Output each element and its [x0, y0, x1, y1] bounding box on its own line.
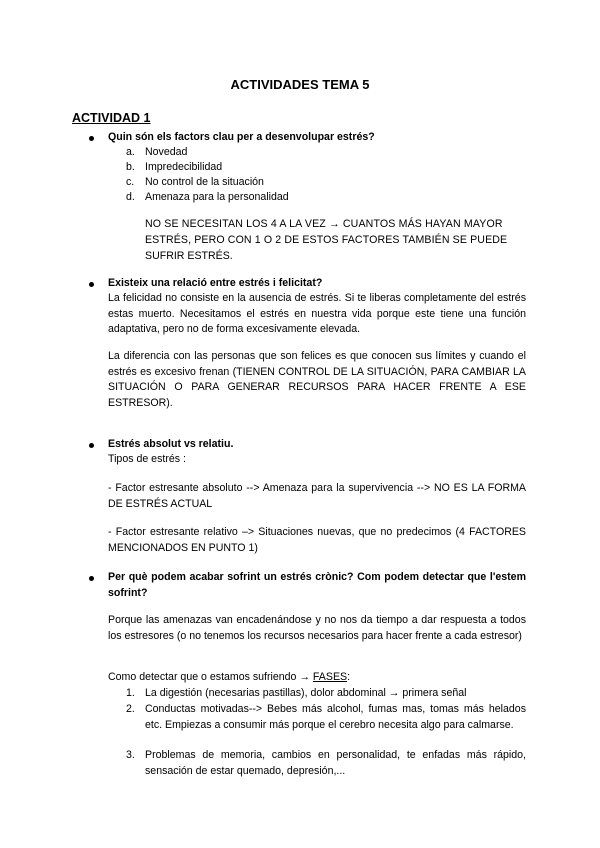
- paragraph: Porque las amenazas van encadenándose y no nos da tiempo a dar respuesta a todos los estresores (o no tenemos los recursos necesarios para hacer frente a cada estresor): [108, 614, 526, 642]
- paragraph: - Factor estresante relativo –> Situaciones nuevas, que no predecimos (4 FACTORES MENCIONADOS EN PUNTO 1): [108, 526, 526, 554]
- detect-suffix: :: [347, 671, 351, 683]
- list-marker: a.: [126, 146, 135, 158]
- paragraph: La felicidad no consiste en la ausencia de estrés. Si te liberas completamente del estrés estas muerto. Necesitamos el estrés en nuestra vida porque este tiene una función adaptativa, pero no de forma excesivamente elevada.: [108, 292, 526, 335]
- paragraph: Tipos de estrés :: [108, 453, 186, 465]
- list-item: Problemas de memoria, cambios en personalidad, te enfadas más rápido, sensación de estar quemado, depresión,...: [145, 749, 526, 777]
- detect-prefix: Como detectar que o estamos sufriendo →: [108, 671, 313, 683]
- list-item: Conductas motivadas--> Bebes más alcohol, fumas mas, tomas más helados etc. Empiezas a consumir más porque el cerebro necesita algo para calmarse.: [145, 703, 526, 731]
- list-marker: 2.: [126, 703, 135, 715]
- question-4: Per què podem acabar sofrint un estrés crònic? Com podem detectar que l'estem sofrint?: [108, 571, 526, 599]
- list-item: Novedad: [145, 146, 188, 158]
- list-item: Impredecibilidad: [145, 161, 223, 173]
- section-heading: ACTIVIDAD 1: [72, 111, 151, 125]
- list-marker: 1.: [126, 687, 135, 699]
- list-item: Amenaza para la personalidad: [145, 191, 289, 203]
- note-line: SUFRIR ESTRÉS.: [145, 250, 233, 262]
- list-marker: b.: [126, 161, 135, 173]
- bullet-icon: [89, 136, 94, 141]
- bullet-icon: [89, 282, 94, 287]
- page-title: ACTIVIDADES TEMA 5: [230, 77, 370, 92]
- question-3: Estrés absolut vs relatiu.: [108, 438, 234, 450]
- bullet-icon: [89, 576, 94, 581]
- note-line: ESTRÉS, PERO CON 1 O 2 DE ESTOS FACTORES TAMBIÉN SE PUEDE: [145, 234, 508, 246]
- list-item: No control de la situación: [145, 176, 264, 188]
- note-line: NO SE NECESITAN LOS 4 A LA VEZ → CUANTOS MÁS HAYAN MAYOR: [145, 218, 503, 230]
- question-1: Quin són els factors clau per a desenvolupar estrés?: [108, 131, 375, 143]
- paragraph: - Factor estresante absoluto --> Amenaza para la supervivencia --> NO ES LA FORMA DE ESTRÉS ACTUAL: [108, 482, 526, 510]
- question-2: Existeix una relació entre estrés i felicitat?: [108, 277, 323, 289]
- list-marker: c.: [126, 176, 135, 188]
- list-marker: 3.: [126, 749, 135, 761]
- list-item: La digestión (necesarias pastillas), dolor abdominal → primera señal: [145, 687, 467, 699]
- paragraph: La diferencia con las personas que son felices es que conocen sus límites y cuando el estrés es excesivo frenan (TIENEN CONTROL DE LA SITUACIÓN, PARA CAMBIAR LA SITUACIÓN O PARA GENERAR RECURSOS PARA HACER FRENTE A ESE ESTRESOR).: [108, 350, 526, 409]
- list-marker: d.: [126, 191, 135, 203]
- bullet-icon: [89, 443, 94, 448]
- phases-label: FASES: [312, 671, 348, 683]
- detect-line: [108, 670, 350, 685]
